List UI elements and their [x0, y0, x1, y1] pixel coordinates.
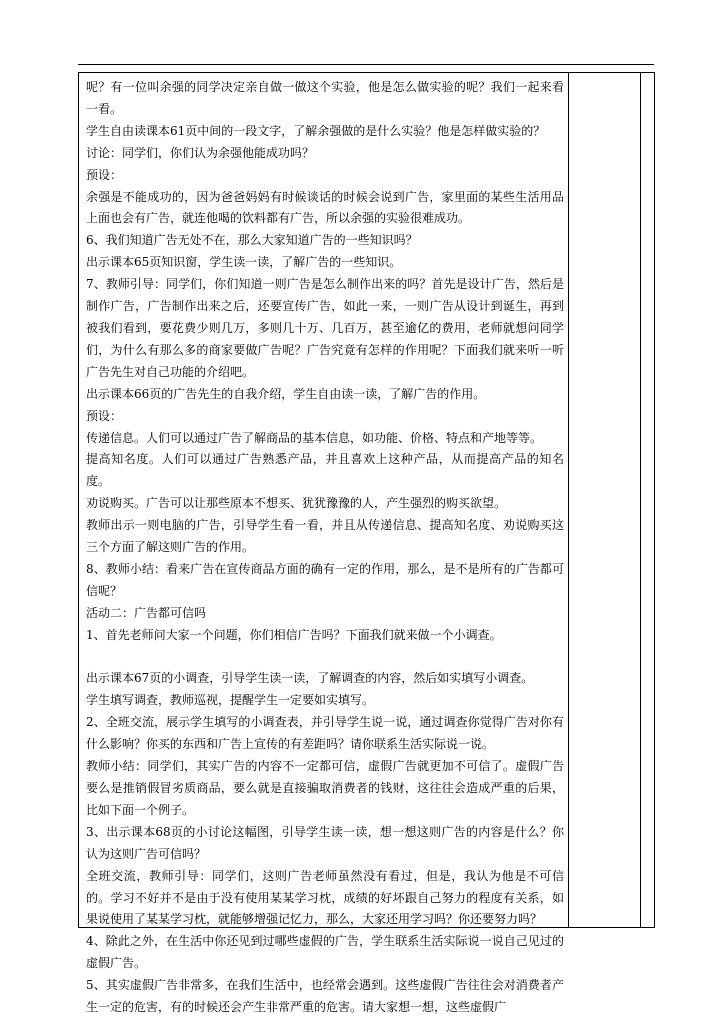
paragraph: 呢？有一位叫余强的同学决定亲自做一做这个实验，他是怎么做实验的呢？我们一起来看一看。: [86, 80, 564, 116]
paragraph: 学生填写调查，教师巡视，提醒学生一定要如实填写。: [86, 693, 375, 708]
header-rule: [78, 64, 654, 65]
paragraph: 余强是不能成功的，因为爸爸妈妈有时候谈话的时候会说到广告，家里面的某些生活用品上面也会有广告，就连他喝的饮料都有广告，所以余强的实验很难成功。: [86, 189, 564, 226]
paragraph: 1、首先老师问大家一个问题，你们相信广告吗？下面我们就来做一个小调查。: [86, 627, 502, 642]
paragraph: 7、教师引导：同学们，你们知道一则广告是怎么制作出来的吗？首先是设计广告，然后是制作广告，广告制作出来之后，还要宣传广告，如此一来，一则广告从设计到诞生，再到被我们看到，要花费少则几万，多则几十万、几百万，甚至逾亿的费用，老师就想问同学们，为什么有那么多的商家要做广告呢？广告究竟有怎样的作用呢？下面我们就来听一听广告先生对自己功能的介绍吧。: [86, 277, 564, 379]
paragraph: 预设：: [86, 408, 123, 423]
paragraph: 传递信息。人们可以通过广告了解商品的基本信息，如功能、价格、特点和产地等等。: [86, 430, 543, 445]
paragraph: 出示课本67页的小调查，引导学生读一读，了解调查的内容，然后如实填写小调查。: [86, 671, 534, 686]
margin-column: [641, 73, 654, 927]
paragraph: 劝说购买。广告可以让那些原本不想买、犹犹豫豫的人，产生强烈的购买欲望。: [86, 496, 507, 511]
main-column: [79, 73, 569, 1015]
paragraph: 预设：: [86, 167, 123, 182]
paragraph: 6、我们知道广告无处不在，那么大家知道广告的一些知识吗？: [86, 233, 418, 248]
notes-column: [569, 73, 641, 927]
paragraph: 出示课本65页知识窗，学生读一读，了解广告的一些知识。: [86, 255, 402, 270]
paragraph: 学生自由读课本61页中间的一段文字，了解余强做的是什么实验？他是怎样做实验的？: [86, 123, 546, 138]
paragraph: 3、出示课本68页的小讨论这幅图，引导学生读一读，想一想这则广告的内容是什么？你认为这则广告可信吗？: [86, 824, 564, 861]
lesson-content: [79, 73, 568, 1019]
paragraph: 教师出示一则电脑的广告，引导学生看一看，并且从传递信息、提高知名度、劝说购买这三个方面了解这则广告的作用。: [86, 518, 564, 555]
paragraph: 4、除此之外，在生活中你还见到过哪些虚假的广告，学生联系生活实际说一说自己见过的虚假广告。: [86, 934, 564, 971]
paragraph: 教师小结：同学们，其实广告的内容不一定都可信，虚假广告就更加不可信了。虚假广告要么是推销假冒劣质商品，要么就是直接骗取消费者的钱财，这往往会造成严重的后果，比如下面一个例子。: [86, 759, 564, 817]
lesson-table: [78, 72, 655, 1015]
paragraph: 提高知名度。人们可以通过广告熟悉产品，并且喜欢上这种产品，从而提高产品的知名度。: [86, 452, 564, 489]
paragraph: 8、教师小结：看来广告在宣传商品方面的确有一定的作用，那么，是不是所有的广告都可信呢？: [86, 561, 564, 598]
paragraph: 讨论：同学们，你们认为余强他能成功吗？: [86, 145, 315, 160]
paragraph: 5、其实虚假广告非常多，在我们生活中，也经常会遇到。这些虚假广告往往会对消费者产生一定的危害，有的时候还会产生非常严重的危害。请大家想一想，这些虚假广: [86, 978, 564, 1015]
paragraph: 2、全班交流，展示学生填写的小调查表，并引导学生说一说，通过调查你觉得广告对你有什么影响？你买的东西和广告上宣传的有差距吗？请你联系生活实际说一说。: [86, 715, 564, 752]
paragraph: 全班交流，教师引导：同学们，这则广告老师虽然没有看过，但是，我认为他是不可信的。学习不好并不是由于没有使用某某学习枕，成绩的好坏跟自己努力的程度有关系，如果说使用了某某学习枕，就能够增强记忆力，那么，大家还用学习吗？你还要努力吗？: [86, 868, 564, 927]
paragraph: 活动二：广告都可信吗: [86, 605, 207, 620]
paragraph: 出示课本66页的广告先生的自我介绍，学生自由读一读，了解广告的作用。: [86, 386, 486, 401]
blank-line: [86, 647, 564, 669]
